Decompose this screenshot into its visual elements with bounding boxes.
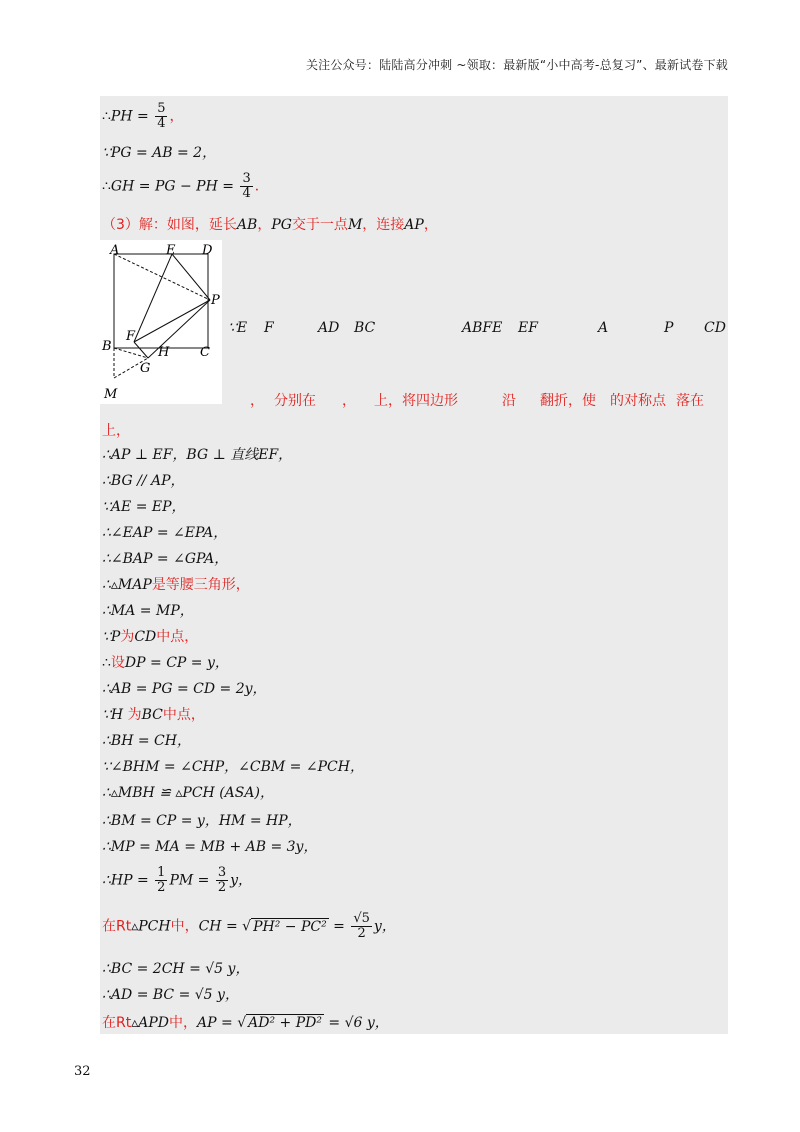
label-B: B [102, 339, 112, 354]
line-18: ∵∠BHM = ∠CHP，∠CBM = ∠PCH， [102, 759, 364, 775]
line-16: ∵H 为BC中点， [102, 707, 205, 723]
line-21: ∴MP = MA = MB + AB = 3y， [102, 839, 318, 855]
label-D: D [202, 243, 213, 258]
label-C: C [200, 345, 210, 360]
line-19: ∴▵MBH ≌ ▵PCH (ASA)， [102, 785, 274, 801]
frag-s3: AD [318, 320, 340, 336]
frag-r3: ， [342, 393, 356, 409]
frag-r7: 的对称点 [610, 393, 666, 409]
geometry-figure [100, 240, 222, 404]
label-F: F [126, 329, 136, 344]
line-24: ∴BC = 2CH = √5 y， [102, 961, 250, 977]
line-26: 在Rt▵APD中，AP = √ AD² + PD² = √6 y， [102, 1015, 389, 1031]
label-M: M [104, 387, 118, 402]
page-header: 关注公众号：陆陆高分冲刺 ~领取：最新版“小中高考-总复习”、最新试卷下载 [305, 58, 728, 72]
frag-s6: EF [518, 320, 538, 336]
line-10: ∴∠BAP = ∠GPA， [102, 551, 229, 567]
line-15: ∴AB = PG = CD = 2y， [102, 681, 267, 697]
label-E: E [166, 243, 176, 258]
label-A: A [110, 243, 120, 258]
line-5: 上， [102, 423, 130, 439]
frag-s5: ABFE [462, 320, 503, 336]
square-diagram [100, 240, 222, 404]
label-G: G [140, 361, 151, 376]
line-25: ∴AD = BC = √5 y， [102, 987, 239, 1003]
line-8: ∵AE = EP， [102, 499, 186, 515]
frag-r4: 上，将四边形 [374, 393, 458, 409]
line-7: ∴BG // AP， [102, 473, 185, 489]
frag-r8: 落在 [676, 393, 704, 409]
line-23: 在Rt▵PCH中，CH = √ PH² − PC² = $\frac{√5}{2}$ y， [102, 911, 396, 941]
frag-s2: F [264, 320, 274, 336]
frag-s9: CD [704, 320, 726, 336]
frag-s1: ∵E [228, 320, 248, 336]
frag-r1: ， [250, 393, 264, 409]
frag-s7: A [598, 320, 609, 336]
frag-s8: P [664, 320, 674, 336]
line-17: ∴BH = CH， [102, 733, 191, 749]
line-22: ∴HP = $\frac{1}{2}$ PM = $\frac{3}{2}$ y， [102, 865, 253, 895]
line-20: ∴BM = CP = y，HM = HP， [102, 813, 302, 829]
frag-r2: 分别在 [274, 393, 316, 409]
line-11: ∴▵MAP是等腰三角形， [102, 577, 250, 593]
line-4: （3）解：如图，延长AB，PG交于一点M，连接AP， [102, 217, 438, 233]
label-H: H [158, 345, 170, 360]
line-6: ∴AP ⊥ EF，BG ⊥ 直线EF， [102, 447, 293, 463]
line-1: ∴PH = $\frac{5}{4}$ ， [102, 101, 184, 131]
line-3: ∴GH = PG − PH = $\frac{3}{4}$ ． [102, 171, 269, 201]
line-2: ∵PG = AB = 2， [102, 145, 217, 161]
line-9: ∴∠EAP = ∠EPA， [102, 525, 228, 541]
frag-s4: BC [354, 320, 376, 336]
line-12: ∴MA = MP， [102, 603, 194, 619]
line-14: ∴设DP = CP = y， [102, 655, 229, 671]
label-P: P [211, 293, 220, 308]
frag-r5: 沿 [502, 393, 516, 409]
frag-r6: 翻折，使 [540, 393, 596, 409]
page-number: 32 [74, 1064, 91, 1079]
line-13: ∵P为CD中点， [102, 629, 199, 645]
